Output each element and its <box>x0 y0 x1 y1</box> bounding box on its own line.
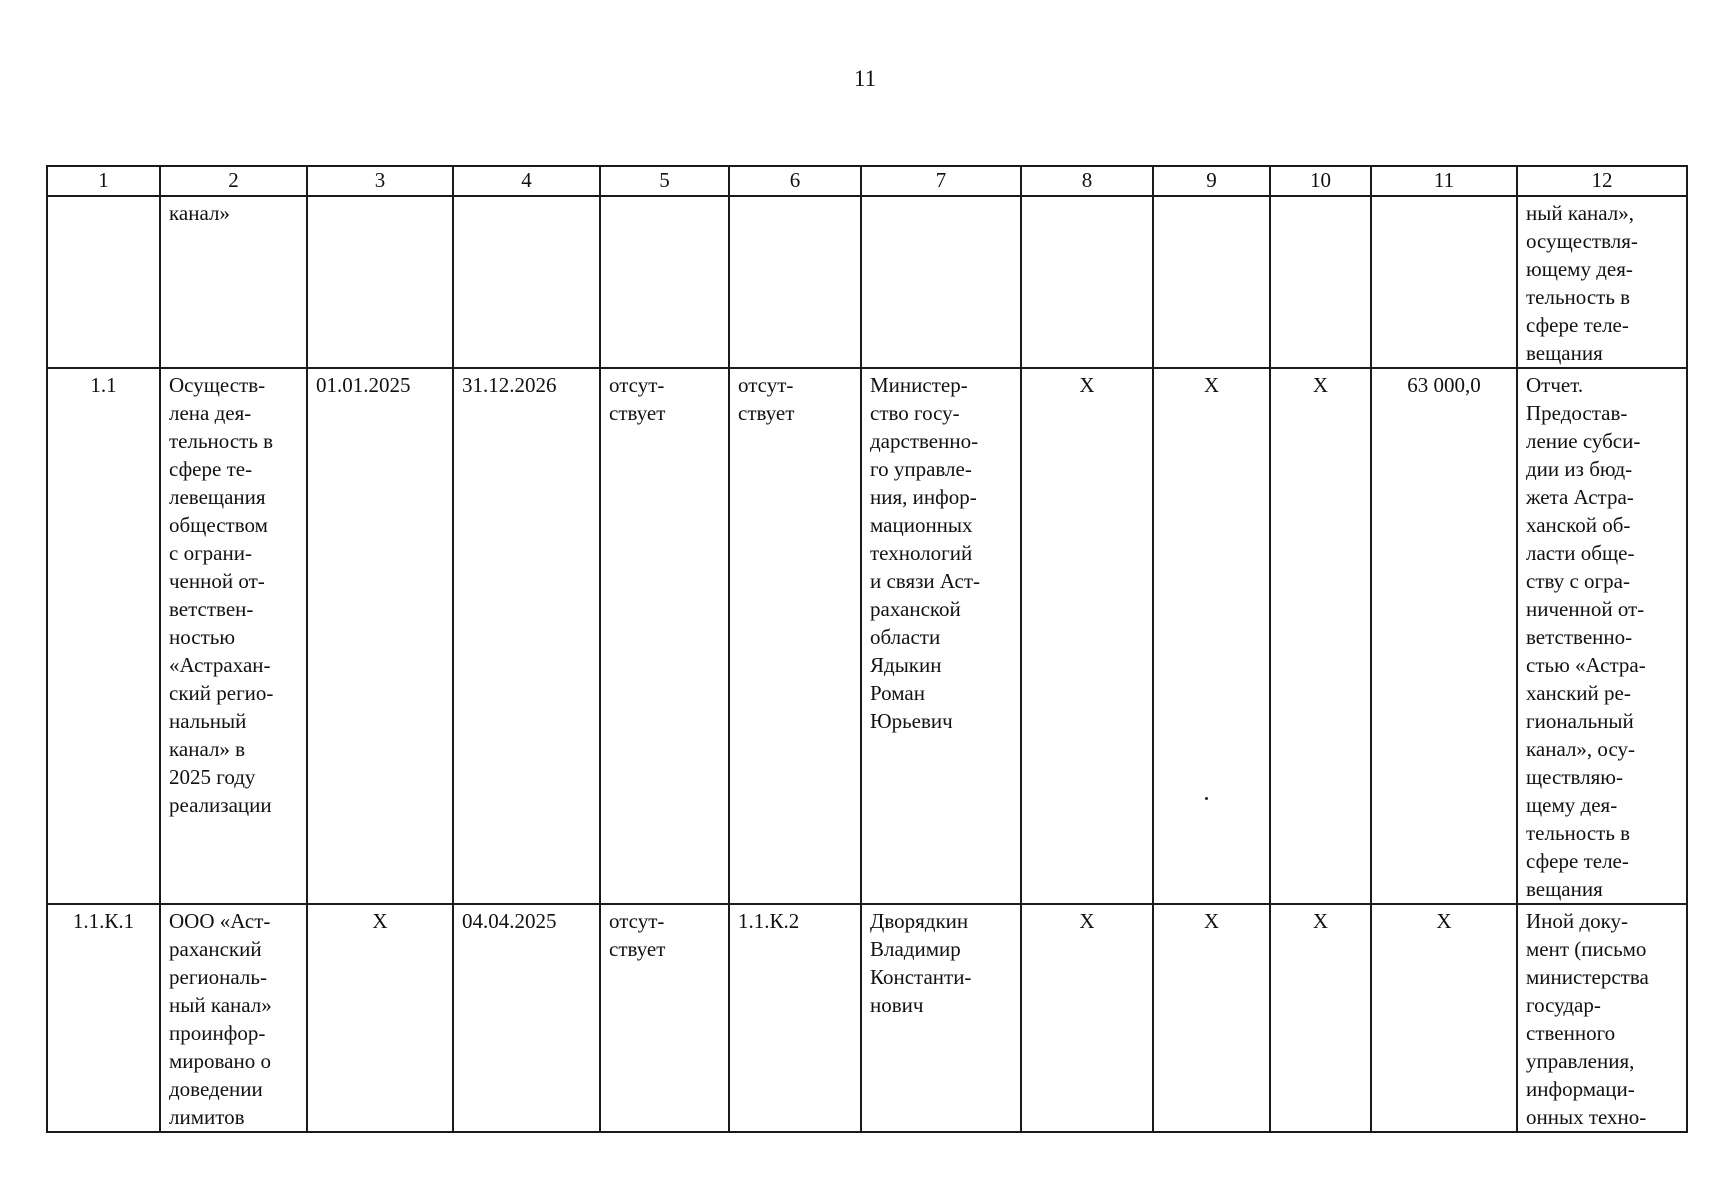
table-cell <box>1371 196 1517 368</box>
column-header: 1 <box>47 166 160 196</box>
cell-text: Осуществ- лена дея- тельность в сфере те- левещания обществом с ограни- ченной от- ветствен- ностью «Астрахан- ский регио- нальный канал» в 2025 году реализации <box>169 373 274 817</box>
cell-text: 04.04.2025 <box>462 909 557 933</box>
table-cell <box>1371 368 1517 904</box>
column-header: 2 <box>160 166 307 196</box>
table-cell <box>600 196 729 368</box>
cell-text: X <box>1203 909 1220 933</box>
table-cell <box>729 904 861 1132</box>
table-cell <box>861 904 1021 1132</box>
header-row <box>47 166 1687 196</box>
table-cell <box>1517 368 1687 904</box>
cell-text: X <box>1079 909 1095 933</box>
column-header: 5 <box>600 166 729 196</box>
table-cell <box>1153 904 1270 1132</box>
column-header: 4 <box>453 166 600 196</box>
cell-text <box>1279 197 1362 199</box>
table-row <box>47 196 1687 368</box>
cell-text <box>738 197 852 199</box>
column-header: 8 <box>1021 166 1153 196</box>
table-cell <box>47 196 160 368</box>
table-cell <box>160 196 307 368</box>
table-cell <box>160 368 307 904</box>
cell-text <box>870 197 1012 199</box>
cell-text <box>56 197 151 199</box>
column-header: 11 <box>1371 166 1517 196</box>
table-row <box>47 368 1687 904</box>
cell-text: 31.12.2026 <box>462 373 557 397</box>
table-cell <box>729 368 861 904</box>
cell-text <box>462 197 591 199</box>
cell-text: X <box>1079 373 1095 397</box>
column-header: 10 <box>1270 166 1371 196</box>
table-cell <box>1270 904 1371 1132</box>
cell-text: 1.1.К.1 <box>72 909 135 933</box>
cell-text: Иной доку- мент (письмо министерства государ- ственного управления, информаци- онных техно- <box>1526 909 1649 1129</box>
cell-text: канал» <box>169 201 230 225</box>
cell-text <box>316 197 444 199</box>
table-cell <box>1270 368 1371 904</box>
table-row <box>47 904 1687 1132</box>
cell-text: 63 000,0 <box>1407 373 1481 397</box>
table-cell <box>47 368 160 904</box>
table-cell <box>1517 904 1687 1132</box>
table-cell <box>47 904 160 1132</box>
cell-text: 1.1.К.2 <box>738 909 800 933</box>
cell-text: Министер- ство госу- дарственно- го управле- ния, инфор- мационных технологий и связи Аст- раханской области Ядыкин Роман Юрьевич <box>870 373 981 733</box>
cell-text: ООО «Аст- раханский региональ- ный канал» проинфор- мировано о доведении лимитов <box>169 909 272 1129</box>
cell-text <box>1162 197 1261 199</box>
table-cell <box>861 368 1021 904</box>
table-cell <box>1517 196 1687 368</box>
table-cell <box>1021 196 1153 368</box>
column-header: 3 <box>307 166 453 196</box>
table-cell <box>729 196 861 368</box>
table-cell <box>600 904 729 1132</box>
cell-text: отсут- ствует <box>738 373 795 425</box>
cell-text: X <box>1203 373 1220 397</box>
table-cell <box>1153 196 1270 368</box>
column-header: 6 <box>729 166 861 196</box>
cell-text: Отчет. Предостав- ление субси- дии из бюд- жета Астра- ханской об- ласти обще- ству с огра- ниченной от- ветственно- стью «Астра- ханский ре- гиональный канал», осу- ществляю- щему дея- тельность в сфере теле- вещания <box>1526 373 1646 901</box>
cell-text: 01.01.2025 <box>316 373 411 397</box>
table-cell <box>453 904 600 1132</box>
column-header: 9 <box>1153 166 1270 196</box>
cell-text: Дворядкин Владимир Константи- нович <box>870 909 972 1017</box>
table-cell <box>861 196 1021 368</box>
cell-text: отсут- ствует <box>609 373 666 425</box>
table-cell <box>1021 368 1153 904</box>
page-number: 11 <box>853 66 877 91</box>
table-cell <box>160 904 307 1132</box>
table-cell <box>307 196 453 368</box>
table-cell <box>453 196 600 368</box>
cell-text <box>1030 197 1144 199</box>
table-cell <box>1270 196 1371 368</box>
cell-text: ный канал», осуществля- ющему дея- тельность в сфере теле- вещания <box>1526 201 1638 365</box>
cell-text: X <box>1312 909 1329 933</box>
column-header: 7 <box>861 166 1021 196</box>
cell-text <box>1380 197 1508 199</box>
cell-text <box>609 197 720 199</box>
table-cell <box>600 368 729 904</box>
cell-text: X <box>1312 373 1329 397</box>
scan-speck <box>1205 797 1208 800</box>
column-header: 12 <box>1517 166 1687 196</box>
cell-text: 1.1 <box>90 373 117 397</box>
table-cell <box>307 368 453 904</box>
table-cell <box>307 904 453 1132</box>
table-cell <box>453 368 600 904</box>
cell-text: X <box>372 909 388 933</box>
table-cell <box>1021 904 1153 1132</box>
table-cell <box>1371 904 1517 1132</box>
cell-text: X <box>1436 909 1452 933</box>
table-cell <box>1153 368 1270 904</box>
document-table <box>46 165 1688 1133</box>
cell-text: отсут- ствует <box>609 909 666 961</box>
